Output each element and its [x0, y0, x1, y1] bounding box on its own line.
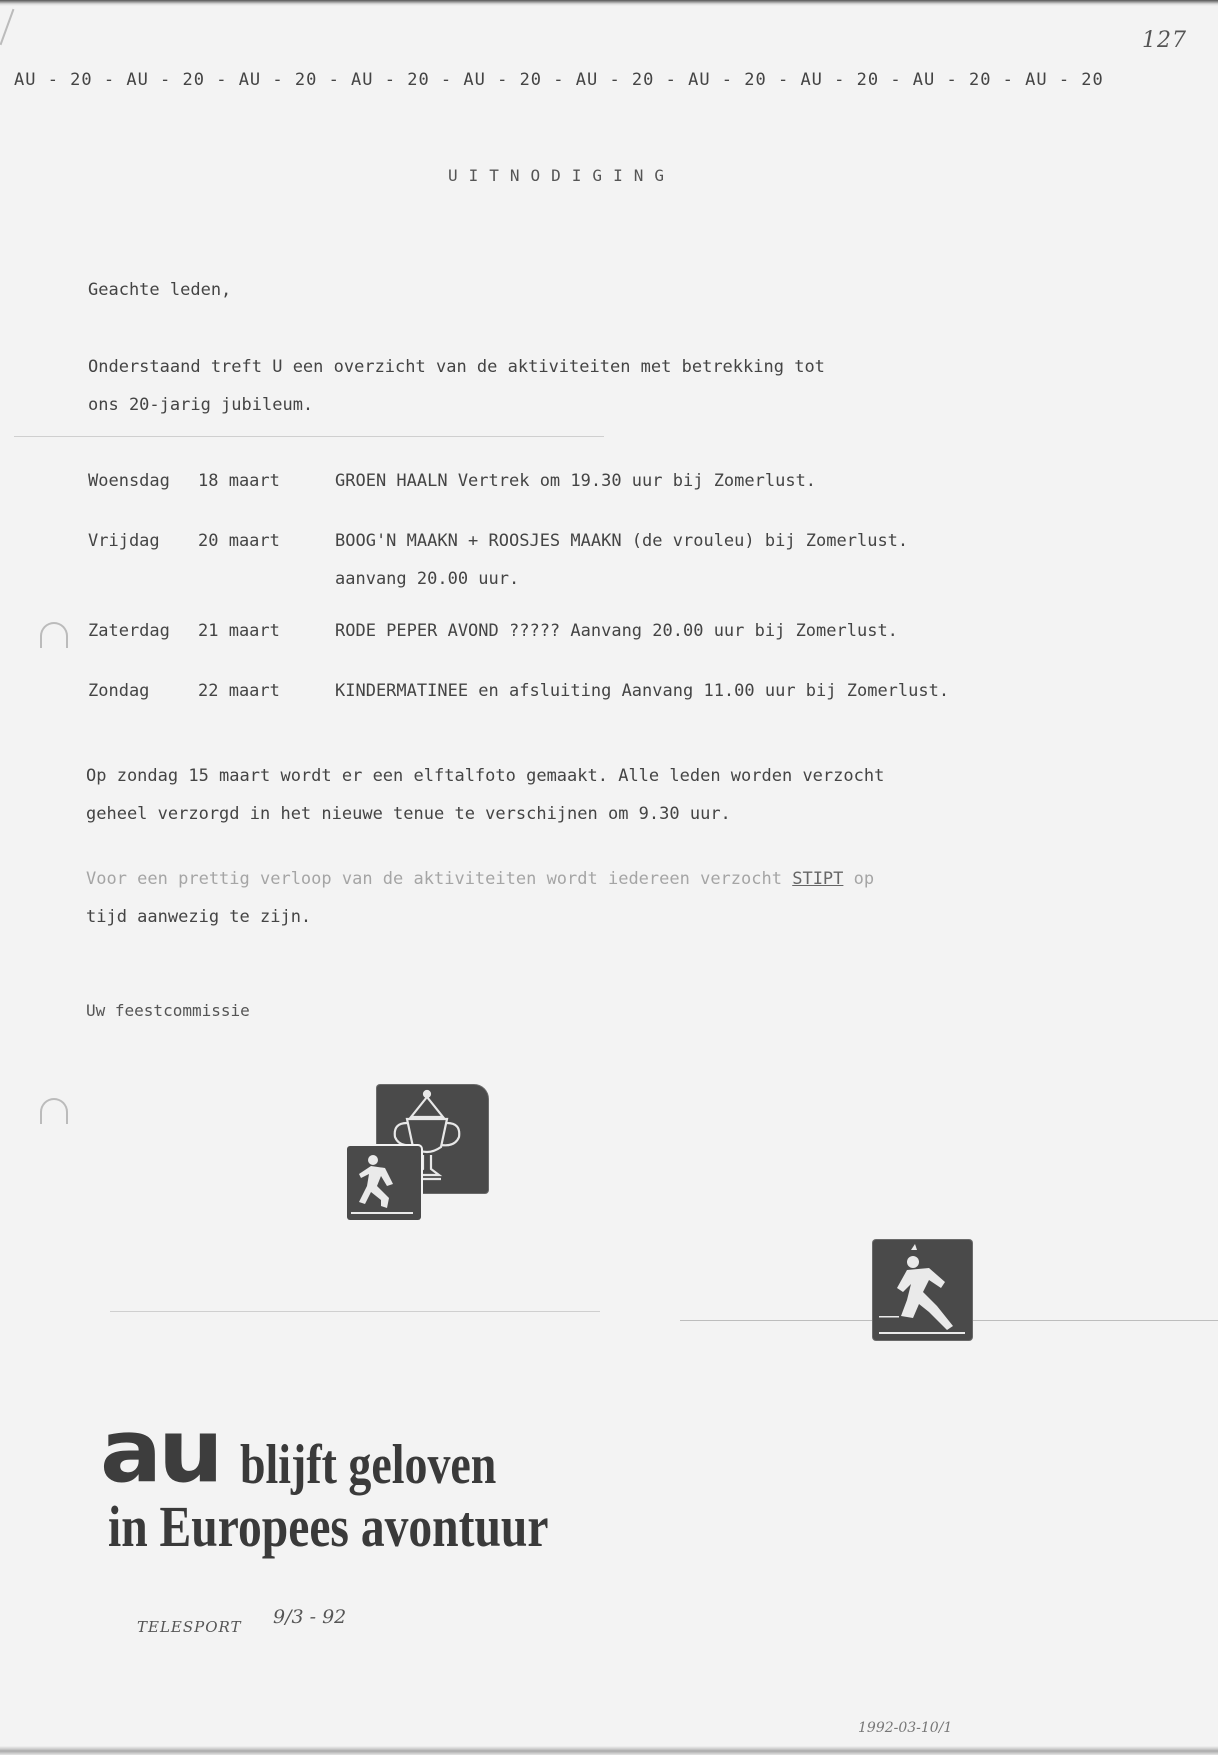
schedule-date: 20 maart: [198, 531, 280, 551]
schedule-row: [88, 672, 1188, 732]
schedule-day: Woensdag: [88, 471, 170, 491]
timeliness-suffix: op: [843, 869, 875, 889]
runner-icon: [347, 1146, 421, 1220]
intro-line-1: Onderstaand treft U een overzicht van de aktiviteiten met betrekking tot: [88, 357, 825, 377]
headline-line-1: blijft geloven: [239, 1434, 496, 1496]
au-logo: au: [100, 1400, 220, 1503]
clipping-source: TELESPORT: [137, 1618, 242, 1636]
runner-icon: [873, 1240, 972, 1340]
intro-paragraph: [88, 348, 825, 424]
schedule-day: Zaterdag: [88, 621, 170, 641]
schedule-date: 22 maart: [198, 681, 280, 701]
timeliness-line-1: [86, 860, 874, 898]
schedule-description-line-1: BOOG'N MAAKN + ROOSJES MAAKN (de vrouleu) bij Zomerlust.: [335, 531, 909, 551]
stipt-emphasis: STIPT: [792, 869, 844, 889]
clipping-headline: [100, 1398, 552, 1505]
schedule-date: 18 maart: [198, 471, 280, 491]
schedule-row: [88, 612, 1188, 672]
schedule-day: Vrijdag: [88, 531, 160, 551]
activity-schedule: [88, 462, 1188, 732]
team-photo-note: [86, 757, 884, 833]
intro-line-2: ons 20-jarig jubileum.: [88, 395, 314, 415]
schedule-description: KINDERMATINEE en afsluiting Aanvang 11.00 uur bij Zomerlust.: [335, 681, 950, 701]
schedule-description: RODE PEPER AVOND ????? Aanvang 20.00 uur bij Zomerlust.: [335, 621, 898, 641]
archive-code: 1992-03-10/1: [858, 1720, 953, 1736]
divider: [110, 1311, 600, 1312]
schedule-date: 21 maart: [198, 621, 280, 641]
schedule-day: Zondag: [88, 681, 150, 701]
team-photo-line-2: geheel verzorgd in het nieuwe tenue te verschijnen om 9.30 uur.: [86, 804, 731, 824]
clipping-date: 9/3 - 92: [273, 1606, 347, 1628]
schedule-description: [335, 522, 908, 598]
punch-hole-mark: [40, 622, 68, 648]
timeliness-line-2: tijd aanwezig te zijn.: [86, 907, 312, 927]
team-photo-line-1: Op zondag 15 maart wordt er een elftalfoto gemaakt. Alle leden worden verzocht: [86, 766, 885, 786]
divider: [14, 436, 604, 437]
timeliness-note: [86, 860, 874, 936]
timeliness-prefix: Voor een prettig verloop van de aktiviteiten wordt iedereen verzocht: [86, 869, 793, 889]
schedule-description-line-2: aanvang 20.00 uur.: [335, 569, 520, 589]
anniversary-banner: AU - 20 - AU - 20 - AU - 20 - AU - 20 - AU - 20 - AU - 20 - AU - 20 - AU - 20 - AU - 20 - AU - 20: [14, 70, 1104, 90]
document-title: UITNODIGING: [448, 166, 675, 185]
scan-bottom-edge: [0, 1746, 1218, 1755]
headline-line-2: in Europees avontuur: [108, 1494, 549, 1559]
pencil-mark: [0, 9, 14, 45]
salutation: Geachte leden,: [88, 280, 232, 300]
page-number: 127: [1142, 28, 1187, 53]
scan-top-edge: [0, 0, 1218, 6]
signoff: Uw feestcommissie: [86, 1001, 250, 1020]
schedule-description: GROEN HAALN Vertrek om 19.30 uur bij Zomerlust.: [335, 471, 817, 491]
schedule-row: [88, 522, 1188, 612]
punch-hole-mark: [40, 1098, 68, 1124]
schedule-row: [88, 462, 1188, 522]
